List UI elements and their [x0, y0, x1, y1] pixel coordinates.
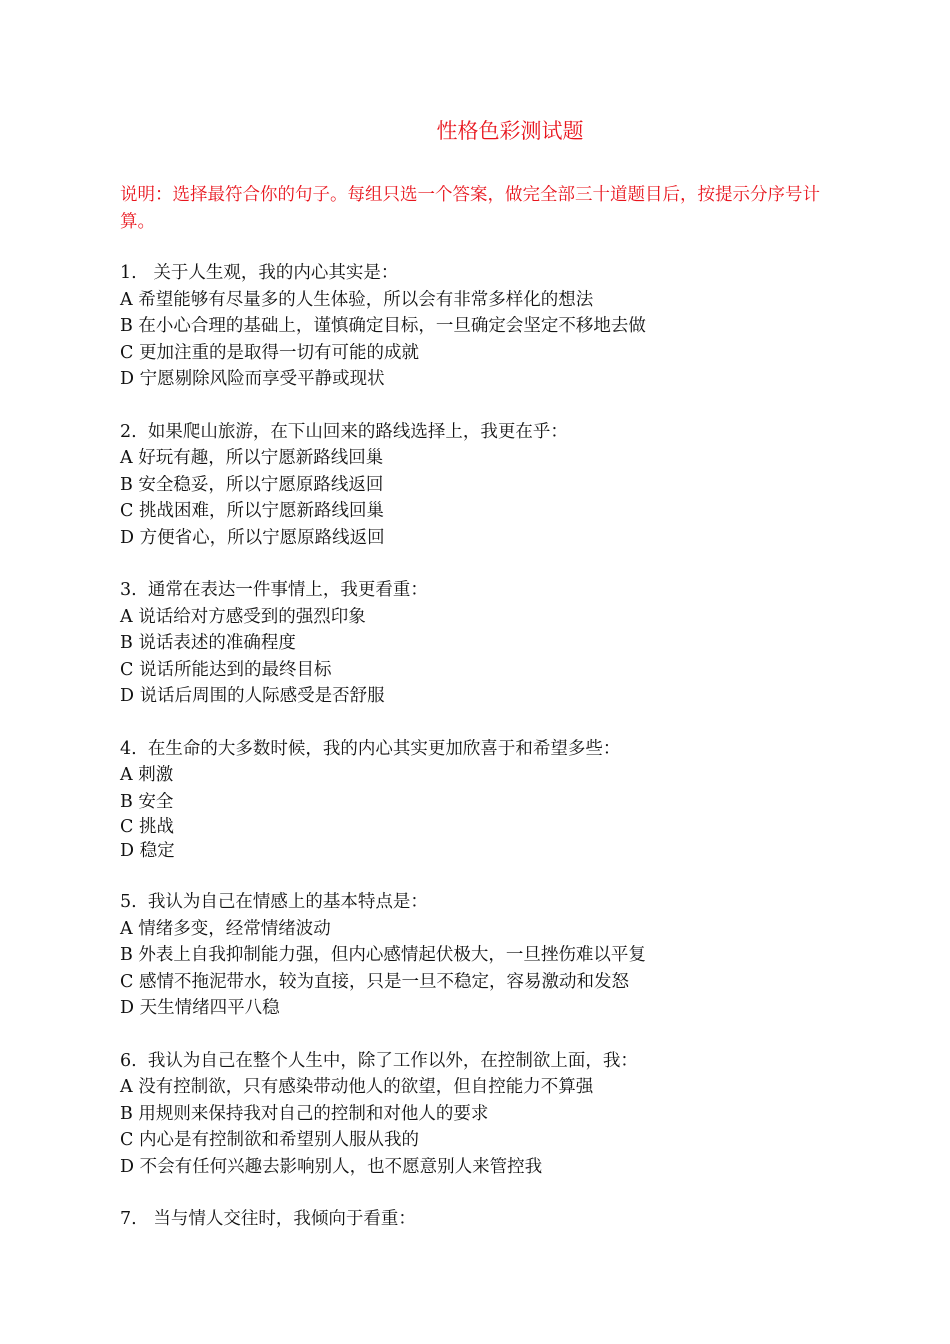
option-b: B 在小心合理的基础上，谨慎确定目标，一旦确定会坚定不移地去做 — [120, 316, 646, 336]
question-text: 2. 如果爬山旅游，在下山回来的路线选择上，我更在乎： — [120, 421, 568, 442]
question-text: 4. 在生命的大多数时候，我的内心其实更加欣喜于和希望多些： — [120, 738, 621, 759]
option-a: A 情绪多变，经常情绪波动 — [120, 918, 331, 939]
question-text: 3. 通常在表达一件事情上，我更看重： — [120, 580, 428, 600]
option-d: D 说话后周围的人际感受是否舒服 — [120, 686, 385, 706]
option-b: B 说话表述的准确程度 — [120, 633, 296, 653]
option-c: C 更加注重的是取得一切有可能的成就 — [120, 342, 419, 363]
option-d: D 不会有任何兴趣去影响别人，也不愿意别人来管控我 — [120, 1156, 543, 1177]
question-item — [120, 419, 840, 552]
question-text: 7. 当与情人交往时，我倾向于看重： — [120, 1209, 416, 1229]
option-a: A 说话给对方感受到的强烈印象 — [120, 606, 366, 627]
option-b: B 安全稳妥，所以宁愿原路线返回 — [120, 474, 384, 495]
question-item — [120, 736, 840, 864]
option-a: A 没有控制欲，只有感染带动他人的欲望，但自控能力不算强 — [120, 1077, 594, 1097]
option-b: B 外表上自我抑制能力强，但内心感情起伏极大，一旦挫伤难以平复 — [120, 945, 646, 965]
question-item — [120, 889, 840, 1022]
question-item — [120, 260, 840, 393]
option-a: A 刺激 — [120, 765, 174, 785]
question-item — [120, 577, 840, 710]
option-a: A 好玩有趣，所以宁愿新路线回巢 — [120, 448, 384, 468]
option-c: C 感情不拖泥带水，较为直接，只是一旦不稳定，容易激动和发怒 — [120, 971, 629, 992]
question-item — [120, 1206, 840, 1233]
option-d: D 宁愿剔除风险而享受平静或现状 — [120, 369, 385, 389]
document-title: 性格色彩测试题 — [436, 119, 584, 143]
option-d: D 稳定 — [120, 841, 175, 861]
option-d: D 天生情绪四平八稳 — [120, 998, 280, 1018]
option-b: B 用规则来保持我对自己的控制和对他人的要求 — [120, 1103, 489, 1124]
question-list — [120, 260, 840, 1259]
option-c: C 说话所能达到的最终目标 — [120, 659, 332, 680]
question-item — [120, 1048, 840, 1181]
option-b: B 安全 — [120, 791, 174, 812]
option-c: C 挑战 — [120, 817, 174, 837]
question-text: 6. 我认为自己在整个人生中，除了工作以外，在控制欲上面，我： — [120, 1050, 638, 1071]
option-c: C 内心是有控制欲和希望别人服从我的 — [120, 1130, 419, 1150]
question-text: 5. 我认为自己在情感上的基本特点是： — [120, 892, 428, 912]
question-text: 1. 关于人生观，我的内心其实是： — [120, 263, 399, 283]
option-c: C 挑战困难，所以宁愿新路线回巢 — [120, 501, 384, 521]
option-d: D 方便省心，所以宁愿原路线返回 — [120, 527, 385, 548]
option-a: A 希望能够有尽量多的人生体验，所以会有非常多样化的想法 — [120, 289, 594, 310]
instructions-text: 说明：选择最符合你的句子。每组只选一个答案，做完全部三十道题目后，按提示分序号计算。 — [120, 185, 820, 232]
